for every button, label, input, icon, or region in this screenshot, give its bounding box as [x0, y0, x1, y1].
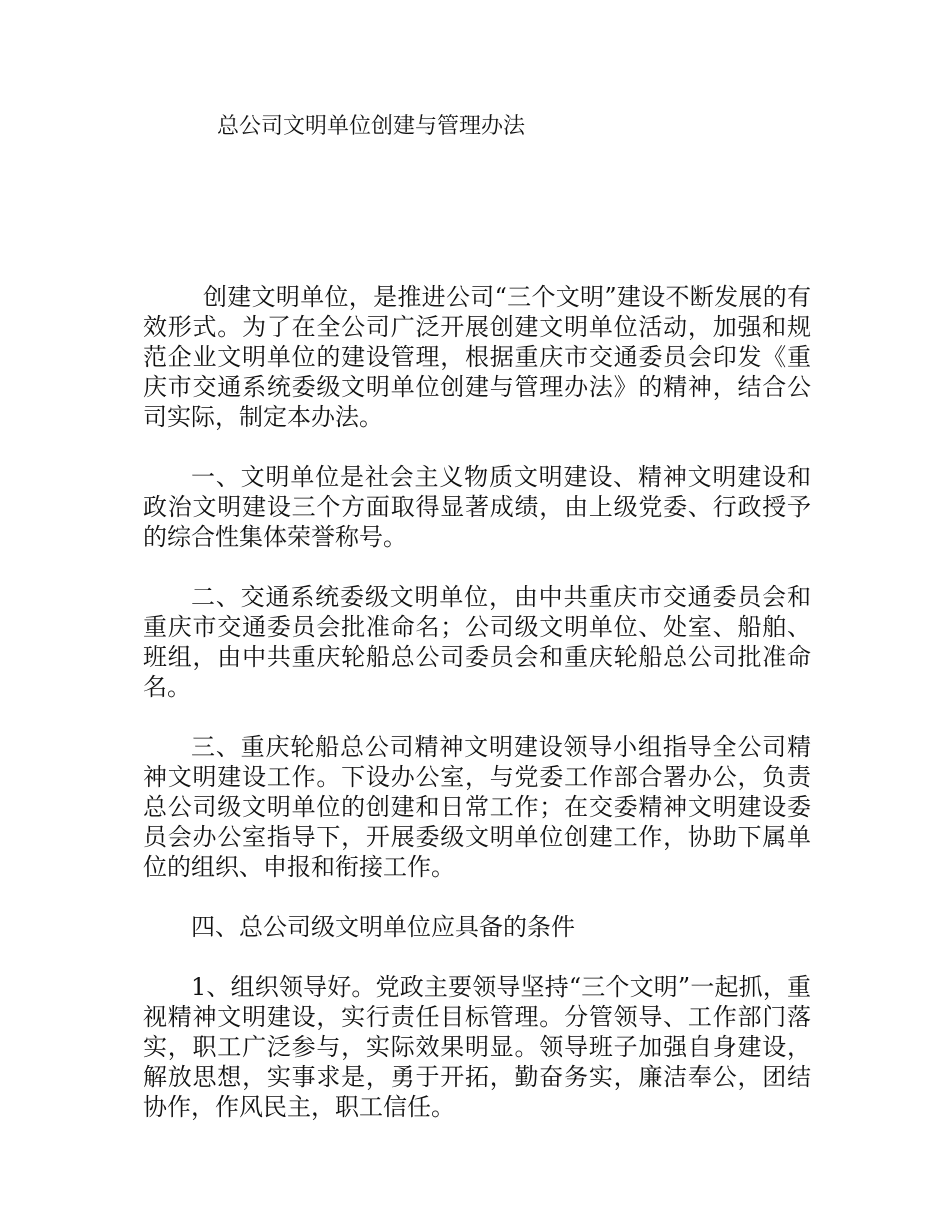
paragraph-article-2: 二、交通系统委级文明单位，由中共重庆市交通委员会和重庆市交通委员会批准命名；公司级文明单位、处室、船舶、班组，由中共重庆轮船总公司委员会和重庆轮船总公司批准命名。: [143, 583, 811, 701]
paragraph-article-4-heading: 四、总公司级文明单位应具备的条件: [191, 913, 575, 941]
document-body: [143, 282, 811, 1152]
paragraph-article-3: 三、重庆轮船总公司精神文明建设领导小组指导全公司精神文明建设工作。下设办公室，与党委工作部合署办公，负责总公司级文明单位的创建和日常工作；在交委精神文明建设委员会办公室指导下，开展委级文明单位创建工作，协助下属单位的组织、申报和衔接工作。: [143, 733, 811, 881]
paragraph-intro: 创建文明单位，是推进公司“三个文明”建设不断发展的有效形式。为了在全公司广泛开展创建文明单位活动，加强和规范企业文明单位的建设管理，根据重庆市交通委员会印发《重庆市交通系统委级文明单位创建与管理办法》的精神，结合公司实际，制定本办法。: [143, 283, 811, 431]
paragraph-condition-1: 1、组织领导好。党政主要领导坚持“三个文明”一起抓，重视精神文明建设，实行责任目标管理。分管领导、工作部门落实，职工广泛参与，实际效果明显。领导班子加强自身建设，解放思想，实事求是，勇于开拓，勤奋务实，廉洁奉公，团结协作，作风民主，职工信任。: [143, 973, 811, 1121]
paragraph-article-1: 一、文明单位是社会主义物质文明建设、精神文明建设和政治文明建设三个方面取得显著成绩，由上级党委、行政授予的综合性集体荣誉称号。: [143, 463, 811, 551]
document-title: 总公司文明单位创建与管理办法: [217, 114, 526, 139]
